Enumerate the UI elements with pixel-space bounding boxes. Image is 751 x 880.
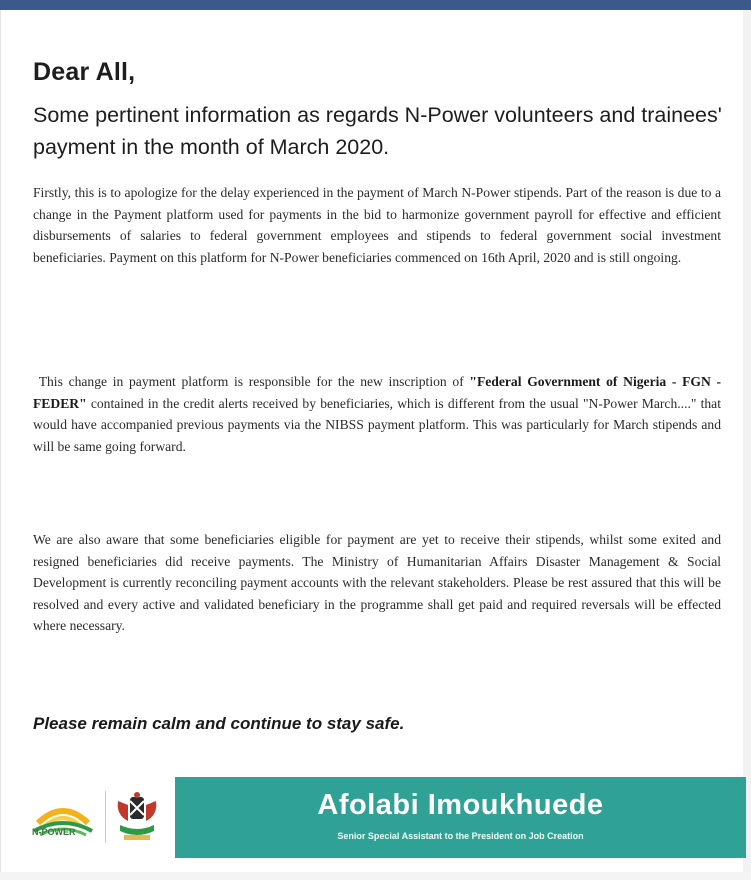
closing-line: Please remain calm and continue to stay safe. xyxy=(33,714,405,733)
paragraph-payment-platform-end: contained in the credit alerts received by beneficiaries, which is different from the usual "N-Power March...." that would have accompanied previous payments via the NIBSS payment platform. This was particularly for March stipends and will be same going forward. xyxy=(33,395,721,454)
paragraph-reconciliation: We are also aware that some beneficiaries eligible for payment are yet to receive their stipends, whilst some exited and resigned beneficiaries did receive payments. The Ministry of Humanitarian Affairs Disaster Management & Social Development is currently reconciling payment accounts with the relevant stakeholders. Please be rest assured that this will be resolved and every active and validated beneficiary in the programme shall get paid and required reversals will be effected where necessary. xyxy=(33,532,721,633)
paragraph-payment-platform-start: This change in payment platform is responsible for the new inscription of xyxy=(38,374,470,389)
footer-logos xyxy=(22,777,172,853)
paragraph-delay-apology: Firstly, this is to apologize for the delay experienced in the payment of March N-Power stipends. Part of the reason is due to a change in the Payment platform used for payments in the bid to harmonize government payroll for effective and efficient disbursements of salaries to federal government employees and stipends to federal government social investment beneficiaries. Payment on this platform for N-Power beneficiaries commenced on 16th April, 2020 and is still ongoing. xyxy=(33,185,721,265)
signatory-name: Afolabi Imoukhuede xyxy=(317,789,604,821)
subject-heading: Some pertinent information as regards N-Power volunteers and trainees' payment in the month of March 2020. xyxy=(33,103,722,159)
coat-of-arms-icon xyxy=(112,791,162,845)
signature-banner xyxy=(175,777,746,858)
logo-divider xyxy=(105,791,106,843)
signatory-title: Senior Special Assistant to the President on Job Creation xyxy=(337,831,584,841)
paragraph-payment-platform xyxy=(33,371,721,457)
bottom-edge xyxy=(0,872,751,880)
npower-label: N-POWER xyxy=(32,827,76,837)
inscription-text: "Federal Government of Nigeria - FGN - FEDER" xyxy=(33,374,722,411)
right-edge xyxy=(743,10,751,880)
greeting: Dear All, xyxy=(33,58,136,86)
top-border-bar xyxy=(0,0,751,10)
